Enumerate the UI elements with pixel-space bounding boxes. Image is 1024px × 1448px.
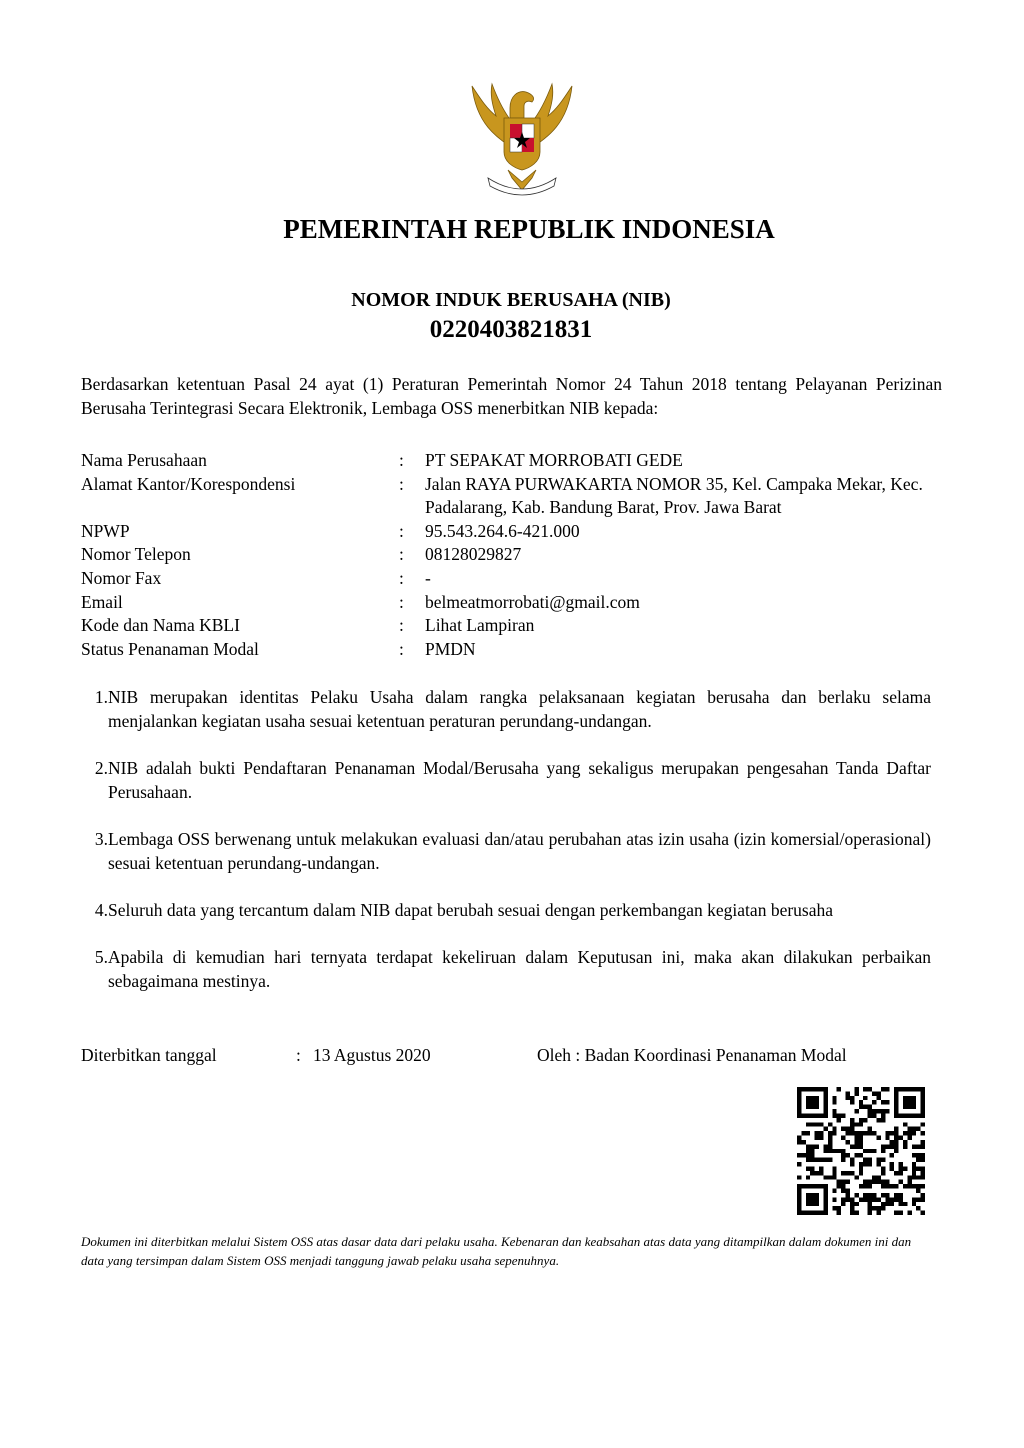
field-colon: : — [399, 520, 404, 541]
list-item — [81, 945, 931, 993]
field-colon: : — [399, 567, 404, 588]
issued-by: Oleh : Badan Koordinasi Penanaman Modal — [537, 1045, 847, 1065]
garuda-emblem-icon — [466, 78, 578, 198]
field-row — [81, 614, 951, 638]
provisions-list — [81, 685, 931, 1016]
field-value: PMDN — [425, 638, 476, 659]
field-colon: : — [399, 638, 404, 659]
list-item — [81, 685, 931, 733]
field-row — [81, 567, 951, 591]
field-label: Status Penanaman Modal — [81, 638, 259, 659]
field-colon: : — [399, 473, 404, 494]
intro-paragraph: Berdasarkan ketentuan Pasal 24 ayat (1) Peraturan Pemerintah Nomor 24 Tahun 2018 tentang Pelayanan Perizinan Berusaha Terintegrasi Secara Elektronik, Lembaga OSS menerbitkan NIB kepada: — [81, 374, 942, 418]
list-number: 3. — [94, 829, 108, 849]
page-title: PEMERINTAH REPUBLIK INDONESIA — [283, 214, 775, 244]
list-number: 4. — [94, 900, 108, 920]
field-label: Nomor Fax — [81, 567, 162, 588]
field-label: Alamat Kantor/Korespondensi — [81, 473, 296, 494]
field-label: Nomor Telepon — [81, 544, 191, 565]
nib-heading: NOMOR INDUK BERUSAHA (NIB) — [351, 289, 671, 311]
field-colon: : — [399, 591, 404, 612]
field-label: NPWP — [81, 520, 130, 541]
field-value: PT SEPAKAT MORROBATI GEDE — [425, 450, 683, 470]
issued-label: Diterbitkan tanggal — [81, 1045, 217, 1065]
field-row — [81, 520, 951, 544]
list-text: Lembaga OSS berwenang untuk melakukan evaluasi dan/atau perubahan atas izin usaha (izin komersial/operasional) sesuai ketentuan perundang-undangan. — [108, 829, 931, 873]
list-item — [81, 898, 931, 922]
qr-code-icon — [797, 1087, 925, 1215]
field-label: Kode dan Nama KBLI — [81, 615, 240, 636]
list-text: NIB adalah bukti Pendaftaran Penanaman Modal/Berusaha yang sekaligus merupakan pengesahan Tanda Daftar Perusahaan. — [108, 758, 931, 802]
field-value: belmeatmorrobati@gmail.com — [425, 591, 640, 612]
list-item — [81, 756, 931, 804]
company-details — [81, 449, 951, 661]
issued-date: 13 Agustus 2020 — [313, 1045, 431, 1065]
field-value: 08128029827 — [425, 544, 522, 565]
footer-disclaimer: Dokumen ini diterbitkan melalui Sistem OSS atas dasar data dari pelaku usaha. Kebenaran dan keabsahan atas data yang ditampilkan dalam dokumen ini dan data yang tersimpan dalam Sistem OSS menjadi tanggung jawab pelaku usaha sepenuhnya. — [81, 1234, 912, 1268]
field-row — [81, 638, 951, 662]
field-row — [81, 543, 951, 567]
field-value: 95.543.264.6-421.000 — [425, 520, 580, 541]
list-item — [81, 827, 931, 875]
field-label: Nama Perusahaan — [81, 450, 207, 470]
field-colon: : — [399, 450, 404, 470]
list-text: Apabila di kemudian hari ternyata terdapat kekeliruan dalam Keputusan ini, maka akan dilakukan perbaikan sebagaimana mestinya. — [108, 947, 931, 991]
field-value: Jalan RAYA PURWAKARTA NOMOR 35, Kel. Campaka Mekar, Kec. Padalarang, Kab. Bandung Barat, Prov. Jawa Barat — [425, 473, 923, 518]
field-label: Email — [81, 591, 123, 612]
nib-number: 0220403821831 — [429, 316, 593, 343]
list-number: 1. — [94, 687, 108, 707]
list-text: NIB merupakan identitas Pelaku Usaha dalam rangka pelaksanaan kegiatan berusaha dan berlaku selama menjalankan kegiatan usaha sesuai ketentuan peraturan perundang-undangan. — [108, 687, 931, 731]
field-row — [81, 449, 951, 473]
field-colon: : — [399, 615, 404, 636]
field-colon: : — [399, 544, 404, 565]
field-row — [81, 473, 951, 520]
list-number: 5. — [94, 947, 108, 967]
list-text: Seluruh data yang tercantum dalam NIB dapat berubah sesuai dengan perkembangan kegiatan berusaha — [108, 900, 834, 920]
field-row — [81, 591, 951, 615]
list-number: 2. — [94, 758, 108, 778]
issued-colon: : — [296, 1045, 301, 1065]
field-value: - — [425, 567, 431, 588]
field-value: Lihat Lampiran — [425, 615, 535, 636]
